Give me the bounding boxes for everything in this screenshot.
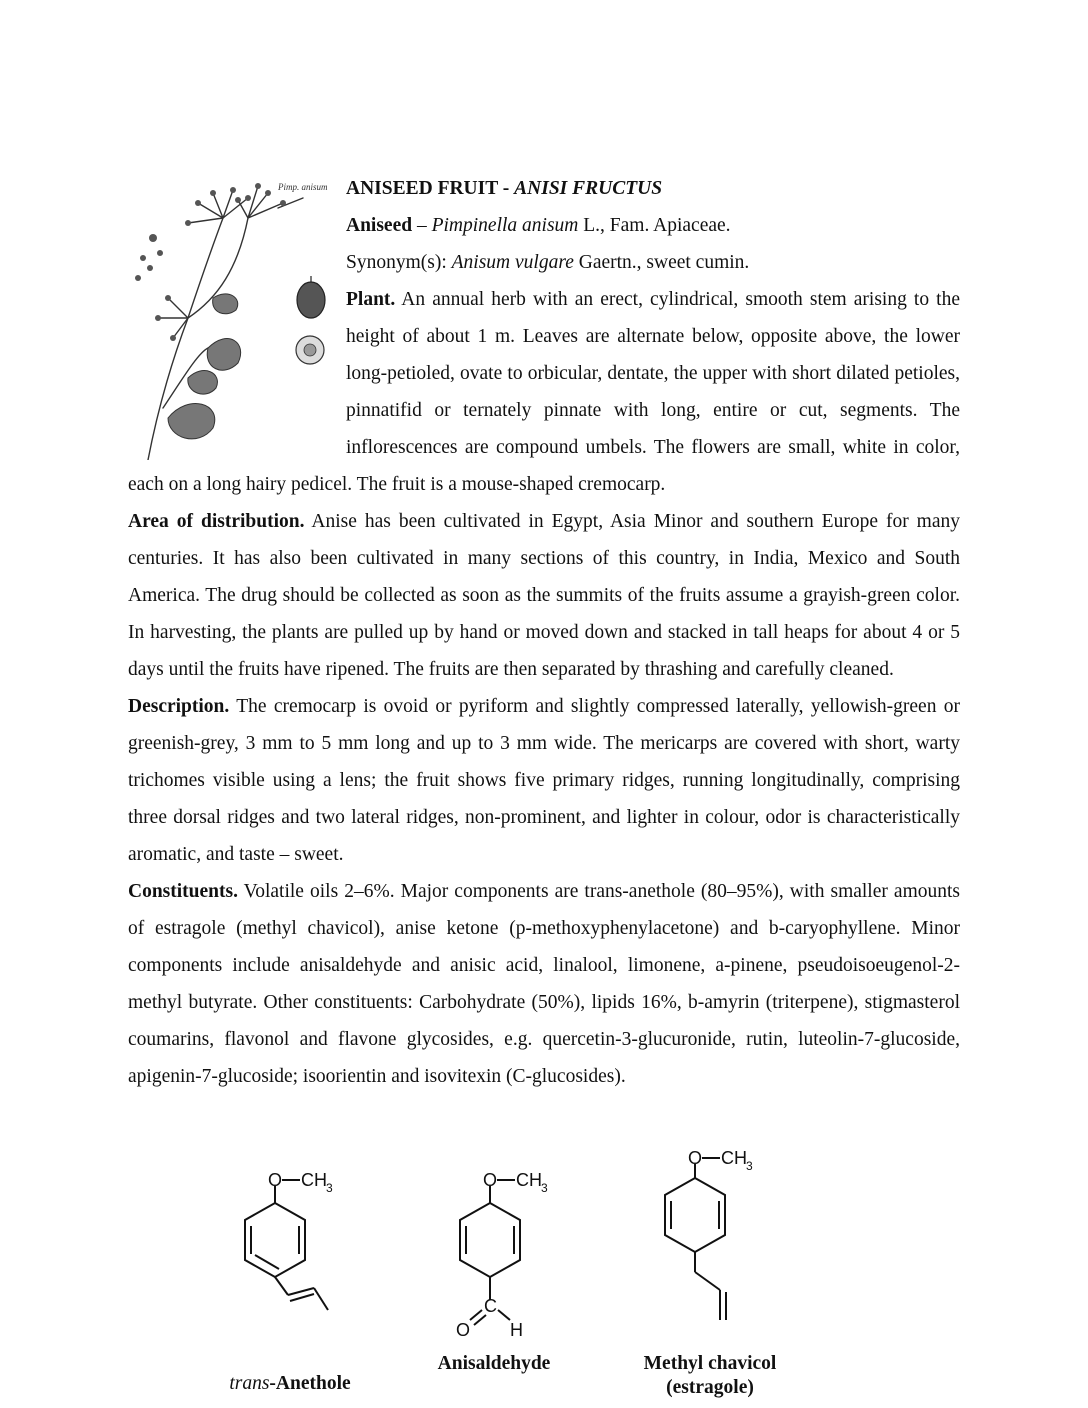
anethole-methyl: CH [301, 1170, 327, 1190]
chavicol-caption-line2: (estragole) [666, 1377, 754, 1398]
synonyms-rest: Gaertn., sweet cumin. [573, 252, 750, 273]
anethole-caption-italic: trans [229, 1373, 270, 1394]
species-dash: – [412, 215, 432, 236]
title-bold: ANISEED FRUIT - [346, 178, 515, 199]
aldehyde-hydrogen: H [510, 1320, 523, 1340]
anisaldehyde-methyl-sub: 3 [541, 1181, 548, 1195]
chavicol-caption-line1: Methyl chavicol [643, 1353, 777, 1374]
constituents-text: Volatile oils 2–6%. Major components are trans-anethole (80–95%), with smaller amounts of estragole (methyl chavicol), anise ketone (p-methoxyphenylacetone) and b-caryophyllene. Minor components include anisaldehyde and anisic acid, linalool, limonene, a-pinene, pseudoisoeugenol-2-methyl butyrate. Other constituents: Carbohydrate (50%), lipids 16%, b-amyrin (triterpene), stigmasterol coumarins, flavonol and flavone glycosides, e.g. quercetin-3-glucuronide, rutin, luteolin-7-glucoside, apigenin-7-glucoside; isoorientin and isovitexin (C-glucosides). [128, 881, 960, 1087]
monograph-text [128, 170, 960, 1095]
anethole-structure [245, 1180, 328, 1310]
anisaldehyde-methyl: CH [516, 1170, 542, 1190]
species-latin: Pimpinella anisum [431, 215, 579, 236]
description-heading: Description. [128, 696, 230, 717]
constituents-paragraph [128, 873, 960, 1095]
description-text: The cremocarp is ovoid or pyriform and slightly compressed laterally, yellowish-green or greenish-grey, 3 mm to 5 mm long and up to 3 mm wide. The mericarps are covered with short, warty trichomes visible using a lens; the fruit shows five primary ridges, running longitudinally, comprising three dorsal ridges and two lateral ridges, non-prominent, and lighter in colour, odor is characteristically aromatic, and taste – sweet. [128, 696, 960, 865]
distribution-paragraph [128, 503, 960, 688]
plant-text: An annual herb with an erect, cylindrical, smooth stem arising to the height of about 1 m. Leaves are alternate below, opposite above, the lower long-petioled, ovate to orbicular, dentate, the upper with short dilated petioles, pinnatifid or ternately pinnate with long, entire or cut, segments. The inflorescences are compound umbels. The flowers are small, white in color, each on a long hairy pedicel. The fruit is a mouse-shaped cremocarp. [128, 289, 960, 495]
chavicol-methyl: CH [721, 1150, 747, 1168]
methyl-chavicol-structure [665, 1158, 726, 1320]
title-italic: ANISI FRUCTUS [514, 178, 663, 199]
distribution-heading: Area of distribution. [128, 511, 305, 532]
illustration-caption: Pimp. anisum [278, 182, 328, 192]
species-label: Aniseed [346, 215, 413, 236]
anethole-caption-rest: -Anethole [269, 1373, 351, 1394]
chavicol-caption [620, 1352, 800, 1400]
description-paragraph [128, 688, 960, 873]
aldehyde-oxygen: O [456, 1320, 471, 1340]
constituents-heading: Constituents. [128, 881, 238, 902]
distribution-text: Anise has been cultivated in Egypt, Asia Minor and southern Europe for many centuries. It has also been cultivated in many sections of this country, in India, Mexico and South America. The drug should be collected as soon as the summits of the fruits assume a grayish-green color. In harvesting, the plants are pulled up by hand or moved down and stacked in tall heaps for about 4 or 5 days until the fruits have ripened. The fruits are then separated by thrashing and carefully cleaned. [128, 511, 961, 680]
anethole-caption [210, 1372, 370, 1396]
aldehyde-carbon: C [484, 1296, 497, 1316]
anisaldehyde-oxygen: O [483, 1170, 498, 1190]
chavicol-methyl-sub: 3 [746, 1159, 753, 1173]
anethole-methyl-sub: 3 [326, 1181, 333, 1195]
species-rest: L., Fam. Apiaceae. [578, 215, 731, 236]
synonyms-latin: Anisum vulgare [451, 252, 574, 273]
anisaldehyde-caption: Anisaldehyde [437, 1353, 551, 1374]
chavicol-oxygen: O [688, 1150, 703, 1168]
plant-heading: Plant. [346, 289, 396, 310]
illustration-spacer [128, 170, 346, 462]
anethole-oxygen: O [268, 1170, 283, 1190]
synonyms-label: Synonym(s): [346, 252, 452, 273]
